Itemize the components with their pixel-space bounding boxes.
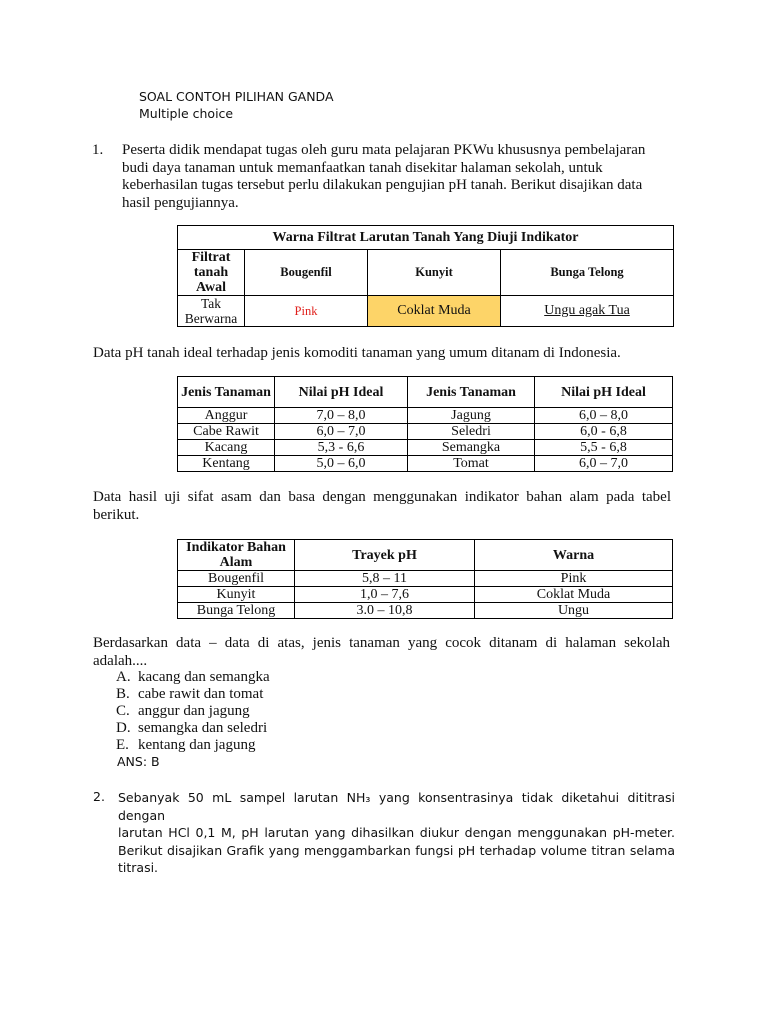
table-cell: 5,8 – 11 — [295, 571, 475, 587]
table-header: Warna — [475, 540, 673, 571]
header-title: SOAL CONTOH PILIHAN GANDA — [139, 89, 334, 104]
table-header: Nilai pH Ideal — [275, 377, 408, 408]
table-cell: 3.0 – 10,8 — [295, 603, 475, 619]
intro-line: budi daya tanaman untuk memanfaatkan tanah disekitar halaman sekolah, untuk — [122, 159, 603, 176]
q2-line: larutan HCl 0,1 M, pH larutan yang dihasilkan diukur dengan menggunakan pH-meter. — [118, 825, 675, 840]
table-cell: Ungu — [475, 603, 673, 619]
q2-line: Sebanyak 50 mL sampel larutan NH₃ yang konsentrasinya tidak diketahui dititrasi dengan — [118, 790, 675, 823]
question-1-intro — [122, 142, 682, 212]
table-cell: 7,0 – 8,0 — [275, 408, 408, 424]
option-letter: D. — [116, 720, 131, 736]
intro-line: Peserta didik mendapat tugas oleh guru mata pelajaran PKWu khususnya pembelajaran — [122, 142, 646, 158]
q2-line: titrasi. — [118, 860, 159, 875]
table-header: Jenis Tanaman — [408, 377, 535, 408]
option-e[interactable] — [116, 737, 255, 754]
indicator-range-table — [177, 539, 673, 619]
table-header: Indikator Bahan Alam — [178, 540, 295, 571]
table-cell: 5,5 - 6,8 — [535, 440, 673, 456]
table-cell — [178, 296, 245, 327]
table-cell: 6,0 – 7,0 — [535, 456, 673, 472]
table-cell: Kentang — [178, 456, 275, 472]
table-header: Kunyit — [368, 250, 501, 296]
option-d[interactable] — [116, 720, 267, 737]
table-header: Trayek pH — [295, 540, 475, 571]
table-cell: Semangka — [408, 440, 535, 456]
intro-line: keberhasilan tugas tersebut perlu dilakukan pengujian pH tanah. Berikut disajikan data — [122, 177, 643, 193]
option-letter: B. — [116, 686, 130, 702]
table-row — [178, 440, 673, 456]
question-2-text — [118, 789, 675, 877]
question-1-number: 1. — [92, 142, 104, 158]
table-row — [178, 571, 673, 587]
table-cell: Pink — [475, 571, 673, 587]
table-cell: Anggur — [178, 408, 275, 424]
table-title: Warna Filtrat Larutan Tanah Yang Diuji Indikator — [178, 226, 674, 250]
cell-line: Tak — [200, 296, 222, 311]
table-cell: Kunyit — [178, 587, 295, 603]
header-subtitle: Multiple choice — [139, 106, 234, 121]
table-cell: 6,0 – 8,0 — [535, 408, 673, 424]
table-cell-ungu: Ungu agak Tua — [501, 296, 674, 327]
option-a[interactable] — [116, 669, 270, 686]
table-header — [178, 250, 245, 296]
option-text: kacang dan semangka — [138, 669, 270, 685]
table-cell: 5,3 - 6,6 — [275, 440, 408, 456]
table-row — [178, 456, 673, 472]
cell-line: Berwarna — [184, 311, 238, 326]
option-c[interactable] — [116, 703, 250, 720]
q2-line: Berikut disajikan Grafik yang menggambarkan fungsi pH terhadap volume titran selama — [118, 842, 675, 858]
indicator-color-table — [177, 225, 674, 327]
header-line: Awal — [195, 280, 227, 295]
table-cell: Kacang — [178, 440, 275, 456]
header-line: tanah — [193, 265, 229, 280]
option-text: cabe rawit dan tomat — [138, 686, 264, 702]
answer-key: ANS: B — [117, 754, 160, 769]
ph-ideal-table — [177, 376, 673, 472]
intro-line: hasil pengujiannya. — [122, 194, 239, 211]
stem-line: adalah.... — [93, 652, 148, 669]
table-cell-coklat: Coklat Muda — [368, 296, 501, 327]
option-text: kentang dan jagung — [138, 737, 256, 753]
table-cell-pink: Pink — [245, 296, 368, 327]
table-header: Bunga Telong — [501, 250, 674, 296]
table-cell: Bunga Telong — [178, 603, 295, 619]
option-text: semangka dan seledri — [138, 720, 268, 736]
option-letter: C. — [116, 703, 130, 719]
table-row — [178, 424, 673, 440]
table-cell: Bougenfil — [178, 571, 295, 587]
question-2-number: 2. — [93, 789, 105, 804]
table-cell: 6,0 – 7,0 — [275, 424, 408, 440]
table-row — [178, 587, 673, 603]
option-letter: A. — [116, 669, 131, 685]
option-text: anggur dan jagung — [138, 703, 250, 719]
table-row — [178, 603, 673, 619]
table-cell: 5,0 – 6,0 — [275, 456, 408, 472]
table-cell: Jagung — [408, 408, 535, 424]
table-cell: Seledri — [408, 424, 535, 440]
table2-caption: Data pH tanah ideal terhadap jenis komoditi tanaman yang umum ditanam di Indonesia. — [93, 345, 621, 361]
header-line: Filtrat — [191, 250, 231, 265]
option-b[interactable] — [116, 686, 263, 703]
table-cell: Tomat — [408, 456, 535, 472]
question-1-stem — [93, 635, 670, 670]
table-cell: 1,0 – 7,6 — [295, 587, 475, 603]
table3-caption — [93, 489, 671, 524]
table-cell: Cabe Rawit — [178, 424, 275, 440]
table-header: Nilai pH Ideal — [535, 377, 673, 408]
caption-line: berikut. — [93, 506, 140, 523]
table-cell: Coklat Muda — [475, 587, 673, 603]
table-cell: 6,0 - 6,8 — [535, 424, 673, 440]
table-row — [178, 408, 673, 424]
table-header: Bougenfil — [245, 250, 368, 296]
caption-line: Data hasil uji sifat asam dan basa dengan menggunakan indikator bahan alam pada tabel — [93, 489, 671, 505]
option-letter: E. — [116, 737, 129, 753]
table-header: Jenis Tanaman — [178, 377, 275, 408]
stem-line: Berdasarkan data – data di atas, jenis tanaman yang cocok ditanam di halaman sekolah — [93, 635, 670, 651]
